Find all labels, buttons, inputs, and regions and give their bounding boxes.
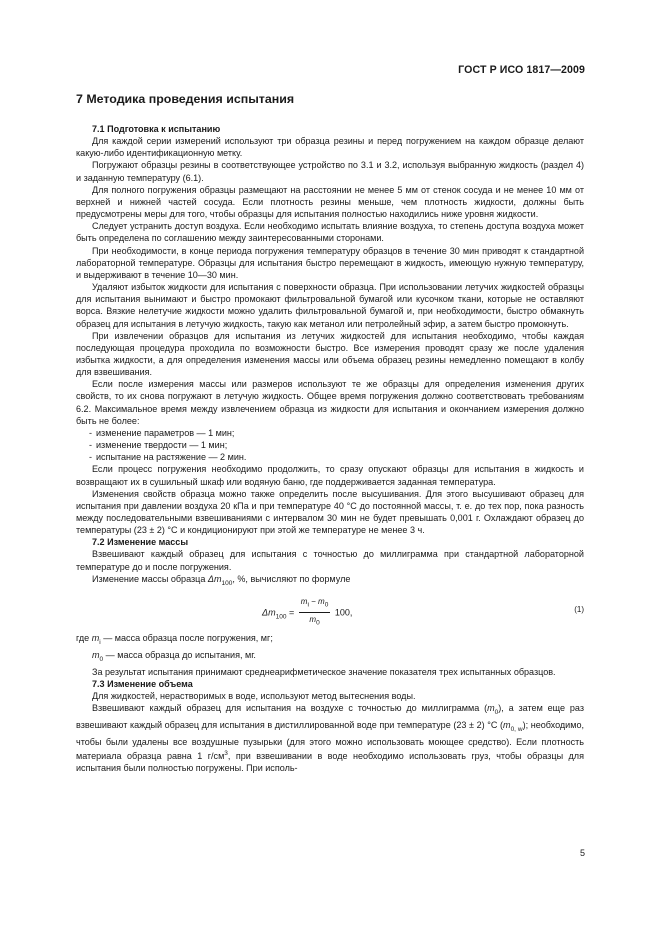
list-item: - испытание на растяжение — 2 мин. [88, 452, 247, 463]
paragraph: Следует устранить доступ воздуха. Если необходимо испытать влияние воздуха, то степень доступа воздуха может быть определена по соглашению между заинтересованными сторонами. [76, 221, 584, 244]
subsection-title-7-2: 7.2 Изменение массы [92, 537, 189, 548]
subsection-title-7-1: 7.1 Подготовка к испытанию [92, 124, 221, 134]
paragraph: При извлечении образцов для испытания из летучих жидкостей для испытания необходимо, чтобы каждая последующая процедура проходила по возможности быстро. Все измерения проводят сразу же после удаления избытка жидкости, а для определения изменения массы или объема образец резины немедленно помещают в колбу для взвешивания. [76, 330, 584, 378]
legend-line: $m_0$ — масса образца до испытания, мг. [92, 649, 256, 663]
paragraph: Изменение массы образца $\Delta m_{100}$, %, вычисляют по формуле [92, 573, 351, 587]
formula-mass-change: $\Delta m_{100}$ = $\frac{m_i - m_0}{m_0}$ 100, (1) [262, 596, 584, 628]
paragraph: Погружают образцы резины в соответствующее устройство по 3.1 и 3.2, используя выбранную жидкость (раздел 4) и заданную температуру (6.1). [76, 160, 584, 183]
paragraph: При необходимости, в конце периода погружения температуру образцов в течение 30 мин приводят к стандартной лабораторной температуре. Образцы для испытания быстро перемещают в жидкость, имеющую нужную температуру, и выдерживают в течение 10—30 мин. [76, 245, 584, 280]
paragraph: Для каждой серии измерений используют три образца резины и перед погружением на каждом образце делают какую-либо идентификационную метку. [76, 136, 584, 159]
paragraph: Взвешивают каждый образец для испытания с точностью до миллиграмма при стандартной лабораторной температуре до и после погружения. [76, 549, 584, 572]
paragraph: Для полного погружения образцы размещают на расстоянии не менее 5 мм от стенок сосуда и не менее 10 мм от верхней и нижней частей сосуда. Если плотность резины меньше, чем плотность жидкости, должны быть предусмотрены меры для того, чтобы образцы для испытания полностью находились ниже уровня жидкости. [76, 184, 584, 220]
page-number: 5 [579, 848, 585, 858]
document-body [76, 92, 584, 775]
subsection-title-7-3: 7.3 Изменение объема [92, 678, 193, 689]
paragraph: За результат испытания принимают среднеарифметическое значение показателя трех испытанных образцов. [92, 666, 556, 677]
formula-number: (1) [574, 604, 584, 614]
legend-line: где $m_i$ — масса образца после погружения, мг; [76, 632, 273, 646]
paragraph: Если процесс погружения необходимо продолжить, то сразу опускают образцы для испытания в жидкость и возвращают их в сушильный шкаф или водяную баню, где поддерживается заданная температура. [76, 464, 584, 487]
list-item: - изменение твердости — 1 мин; [88, 440, 228, 451]
paragraph: Взвешивают каждый образец для испытания на воздухе с точностью до миллиграмма $(m_0)$, а затем еще раз взвешивают каждый образец для испытания в дистиллированной воде при температуре (23 ± 2) °С $(m_{0, w})$; необходимо, чтобы были удалены все воздушные пузырьки (для этого можно использовать моющее средство). Если плотность материала образца равна 1 $г/см^3$, при взвешивании в воде необходимо использовать груз, чтобы образцы для испытания были полностью погружены. При исполь- [76, 703, 584, 774]
paragraph: Если после измерения массы или размеров используют те же образцы для определения изменения других свойств, то их снова погружают в летучую жидкость. Общее время погружения должно соответствовать требованиям 6.2. Максимальное время между извлечением образца из жидкости для испытания и окончанием измерения должно быть не более: [76, 379, 584, 426]
list-item: - изменение параметров — 1 мин; [88, 427, 235, 438]
paragraph: Для жидкостей, нерастворимых в воде, используют метод вытеснения воды. [92, 690, 416, 701]
paragraph: Удаляют избыток жидкости для испытания с поверхности образца. При использовании летучих жидкостей образцы для испытания вынимают и быстро промокают фильтровальной бумагой или кусочком ткани, которые не оставляют ворса. Вязкие нелетучие жидкости можно удалить фильтровальной бумагой и, при необходимости, быстро обмакнуть образец для испытания в летучую жидкость, такую как метанол или петролейный эфир, а затем быстро промокнуть. [76, 282, 584, 329]
paragraph: Изменения свойств образца можно также определить после высушивания. Для этого высушивают образец для испытания при давлении воздуха 20 кПа и при температуре 40 °С до постоянной массы, т. е. до тех пор, пока разность между последовательными взвешиваниями с интервалом 30 мин не будет превышать 0,001 г. Охлаждают образец до температуры (23 ± 2) °С и кондиционируют при этой же температуре не менее 3 ч. [76, 488, 584, 536]
section-title: 7 Методика проведения испытания [76, 92, 295, 106]
document-id-header: ГОСТ Р ИСО 1817—2009 [458, 64, 585, 76]
